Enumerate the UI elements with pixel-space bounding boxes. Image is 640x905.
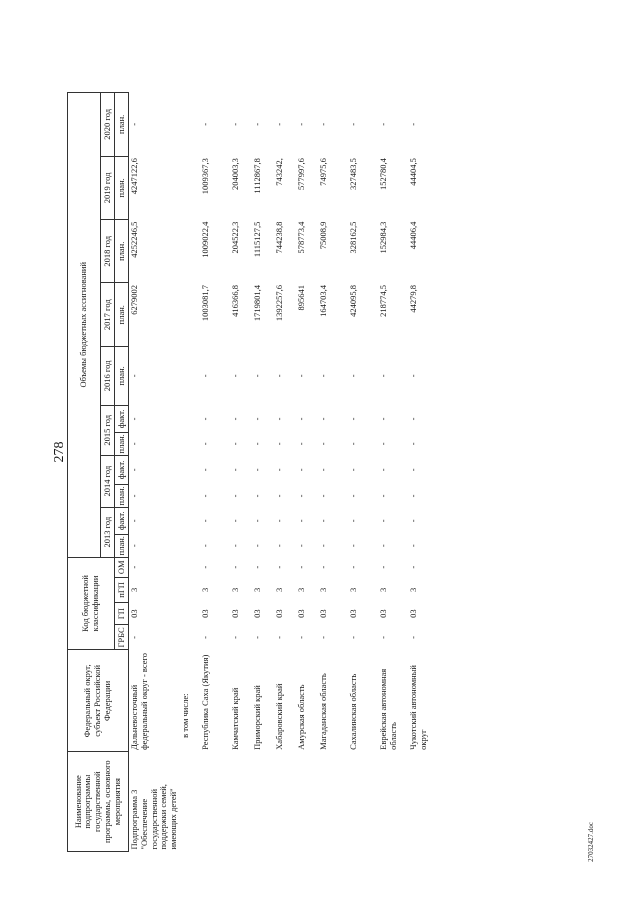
header-om: ОМ [115,557,129,577]
cell-f2013: - [251,519,262,523]
cell-f2013: - [347,519,358,523]
table-row [348,93,378,852]
cell-p2020: - [229,122,240,126]
cell-gp: 03 [377,609,388,618]
cell-grbs: - [295,636,306,639]
table-row [318,93,348,852]
cell-om: - [229,565,240,569]
cell-p2014: - [295,494,306,498]
header-2015: 2015 год [101,405,115,455]
cell-p2017: 218774,5 [377,285,388,317]
cell-grbs: - [347,636,358,639]
cell-p2014 [180,485,200,508]
cell-program [252,752,274,852]
cell-f2014: - [407,468,418,472]
cell-p2020: - [273,122,284,126]
cell-p2015: - [273,442,284,446]
cell-p2018: 204522,3 [229,221,240,254]
header-plan-2015: план. [115,432,129,455]
cell-region: Дальневосточный федеральный округ - всего [129,652,149,750]
cell-p2020: - [251,122,262,126]
cell-f2015: - [377,417,388,421]
cell-om: - [317,565,328,569]
cell-f2013 [180,507,200,534]
cell-region: Сахалинская область [347,673,358,750]
cell-gp: 03 [317,609,328,618]
cell-program [200,752,230,852]
cell-om: - [129,565,139,569]
cell-p2013: - [317,544,328,548]
cell-gp: 03 [251,609,262,618]
cell-p2018: 1009022,4 [199,221,210,258]
header-program: Наименование подпрограммы государственной программы, основного мероприятия [68,752,129,852]
cell-p2018: 4252246,5 [129,221,139,258]
cell-p2017 [180,283,200,346]
cell-p2020: - [377,122,388,126]
table-row [230,93,252,852]
cell-grbs: - [377,636,388,639]
table-row [129,93,180,852]
cell-p2020: - [199,122,210,126]
cell-p2018: 744238,8 [273,221,284,254]
cell-p2018: 578773,4 [295,221,306,254]
cell-f2014: - [317,468,328,472]
cell-p2019: 204003,3 [229,158,240,191]
cell-p2015: - [377,442,388,446]
cell-region: Чукотский автономный округ [407,665,428,750]
cell-p2017: 416366,8 [229,285,240,317]
cell-p2014: - [377,494,388,498]
header-plan-2018: план. [115,220,129,283]
cell-f2013: - [273,519,284,523]
cell-p2015: - [229,442,240,446]
cell-p2019: 44404,5 [407,158,418,186]
cell-p2019: 152780,4 [377,158,388,191]
cell-p2019: 4247122,6 [129,158,139,195]
cell-om: - [251,565,262,569]
cell-p2015 [180,432,200,455]
cell-gp: 03 [295,609,306,618]
cell-pgp: 3 [273,587,284,593]
cell-gp: 03 [407,609,418,618]
cell-p2017: 1392257,6 [273,285,284,322]
header-region: Федеральный округ, субъект Российской Федерации [68,650,129,752]
cell-p2017: 44279,8 [407,285,418,313]
cell-p2013: - [251,544,262,548]
cell-p2014: - [347,494,358,498]
cell-gp: 03 [347,609,358,618]
cell-p2019: 1112867,8 [251,158,262,194]
cell-om: - [273,565,284,569]
cell-p2017: 164703,4 [317,285,328,317]
rotated-page [67,92,592,852]
cell-p2020: - [129,122,139,126]
cell-p2015: - [407,442,418,446]
cell-p2016: - [407,374,418,378]
budget-table [67,92,438,852]
cell-om: - [347,565,358,569]
cell-p2018 [180,220,200,283]
cell-f2014: - [129,468,139,472]
table-row [408,93,438,852]
cell-om [180,557,200,577]
cell-pgp: 3 [251,587,262,593]
cell-p2013: - [199,544,210,548]
cell-program [408,752,438,852]
cell-p2015: - [295,442,306,446]
cell-p2018: 328162,5 [347,221,358,254]
cell-f2015: - [407,417,418,421]
cell-program: Подпрограмма 3 "Обеспечение государственной поддержки семей, имеющих детей" [129,784,179,850]
table-body [129,93,438,852]
cell-p2016: - [295,374,306,378]
cell-p2017: 1719801,4 [251,285,262,322]
cell-grbs: - [273,636,284,639]
cell-region: Еврейская автономная область [377,668,398,750]
cell-grbs: - [407,636,418,639]
cell-p2013: - [129,544,139,548]
table-row [180,93,200,852]
cell-program [296,752,318,852]
cell-region: Камчатский край [229,687,240,750]
cell-f2015 [180,405,200,432]
cell-p2014: - [273,494,284,498]
cell-f2014: - [251,468,262,472]
header-plan-2017: план. [115,283,129,346]
cell-pgp: 3 [295,587,306,593]
header-2013: 2013 год [101,507,115,557]
cell-p2019: 74975,6 [317,158,328,186]
cell-region: Хабаровский край [273,683,284,750]
cell-program [348,752,378,852]
cell-om: - [407,565,418,569]
header-2019: 2019 год [101,156,115,219]
cell-f2015: - [251,417,262,421]
cell-p2013: - [273,544,284,548]
footer-doc-name: 27032427.doc [587,822,595,862]
header-volumes: Объемы бюджетных ассигнований [68,93,101,558]
table-row [296,93,318,852]
cell-p2014: - [129,494,139,498]
cell-p2019 [180,156,200,219]
cell-program [318,752,348,852]
cell-p2016: - [273,374,284,378]
cell-pgp: 3 [377,587,388,593]
cell-grbs: - [129,636,139,639]
cell-gp [180,602,200,625]
cell-pgp: 3 [229,587,240,593]
cell-f2015: - [199,417,210,421]
cell-f2013: - [295,519,306,523]
cell-p2013: - [377,544,388,548]
cell-grbs: - [317,636,328,639]
cell-gp: 03 [129,609,139,618]
header-gp: ГП [115,602,129,625]
header-2020: 2020 год [101,93,115,157]
cell-pgp: 3 [347,587,358,593]
cell-p2020: - [347,122,358,126]
cell-pgp: 3 [199,587,210,593]
cell-p2019: 743242, [273,158,284,186]
cell-p2015: - [317,442,328,446]
cell-f2013: - [129,519,139,523]
table-row [200,93,230,852]
cell-region: Амурская область [295,684,306,750]
cell-p2016: - [229,374,240,378]
header-2014: 2014 год [101,455,115,507]
cell-p2016: - [199,374,210,378]
header-fact-2013: факт. [115,507,129,534]
cell-f2015: - [273,417,284,421]
cell-program [230,752,252,852]
cell-f2013: - [317,519,328,523]
cell-f2015: - [229,417,240,421]
cell-grbs [180,625,200,650]
cell-f2013: - [407,519,418,523]
cell-p2013 [180,534,200,557]
cell-gp: 03 [199,609,210,618]
cell-f2015: - [317,417,328,421]
header-fact-2014: факт. [115,455,129,484]
cell-p2014: - [407,494,418,498]
table-row [252,93,274,852]
cell-gp: 03 [229,609,240,618]
cell-p2017: 424095,8 [347,285,358,317]
cell-f2014: - [199,468,210,472]
cell-p2017: 6279002 [129,285,139,315]
table-header [68,93,129,852]
header-fact-2015: факт. [115,405,129,432]
cell-region: Приморский край [251,685,262,750]
cell-p2016: - [129,374,139,378]
header-plan-2016: план. [115,346,129,405]
header-plan-2020: план. [115,93,129,157]
cell-p2013: - [229,544,240,548]
cell-f2014 [180,455,200,484]
cell-p2016 [180,346,200,405]
cell-region: Республика Саха (Якутия) [199,654,210,750]
header-code: Код бюджетной классификации [68,557,115,650]
cell-region: в том числе: [179,693,190,738]
cell-p2019: 327483,5 [347,158,358,191]
cell-om: - [377,565,388,569]
cell-f2013: - [377,519,388,523]
cell-p2014: - [229,494,240,498]
cell-p2016: - [317,374,328,378]
cell-p2013: - [295,544,306,548]
cell-f2014: - [229,468,240,472]
cell-pgp [180,577,200,602]
header-pgp: пГП [115,577,129,602]
cell-f2015: - [295,417,306,421]
cell-p2014: - [317,494,328,498]
cell-p2018: 75008,9 [317,221,328,250]
cell-p2019: 1009367,3 [199,158,210,195]
cell-grbs: - [251,636,262,639]
cell-p2016: - [377,374,388,378]
cell-p2020: - [407,122,418,126]
cell-grbs: - [199,636,210,639]
cell-p2019: 577997,6 [295,158,306,191]
cell-p2016: - [251,374,262,378]
cell-f2013: - [199,519,210,523]
cell-p2013: - [407,544,418,548]
cell-pgp: 3 [129,587,139,593]
header-2018: 2018 год [101,220,115,283]
cell-p2016: - [347,374,358,378]
cell-p2013: - [347,544,358,548]
cell-gp: 03 [273,609,284,618]
cell-program [378,752,408,852]
cell-f2014: - [273,468,284,472]
page-number: 278 [52,441,67,463]
cell-p2018: 44406,4 [407,221,418,250]
cell-p2018: 152984,3 [377,221,388,254]
cell-p2015: - [199,442,210,446]
cell-p2018: 1115127,5 [251,221,262,258]
cell-p2017: 1003081,7 [199,285,210,322]
cell-p2015: - [347,442,358,446]
cell-f2014: - [377,468,388,472]
cell-p2015: - [251,442,262,446]
cell-f2015: - [129,417,139,421]
cell-grbs: - [229,636,240,639]
cell-p2020: - [295,122,306,126]
header-2016: 2016 год [101,346,115,405]
header-plan-2019: план. [115,156,129,219]
cell-program [274,752,296,852]
cell-om: - [199,565,210,569]
cell-pgp: 3 [317,587,328,593]
cell-p2020 [180,93,200,157]
table-row [378,93,408,852]
cell-om: - [295,565,306,569]
header-2017: 2017 год [101,283,115,346]
header-plan-2014: план. [115,485,129,508]
header-plan-2013: план. [115,534,129,557]
cell-p2014: - [251,494,262,498]
cell-p2020: - [317,122,328,126]
cell-p2015: - [129,442,139,446]
cell-pgp: 3 [407,587,418,593]
cell-f2015: - [347,417,358,421]
cell-p2017: 895641 [295,285,306,311]
cell-program [180,752,200,852]
table-row [274,93,296,852]
cell-f2014: - [347,468,358,472]
header-grbs: ГРБС [115,625,129,650]
cell-region: Магаданская область [317,673,328,750]
cell-p2014: - [199,494,210,498]
cell-f2013: - [229,519,240,523]
cell-f2014: - [295,468,306,472]
